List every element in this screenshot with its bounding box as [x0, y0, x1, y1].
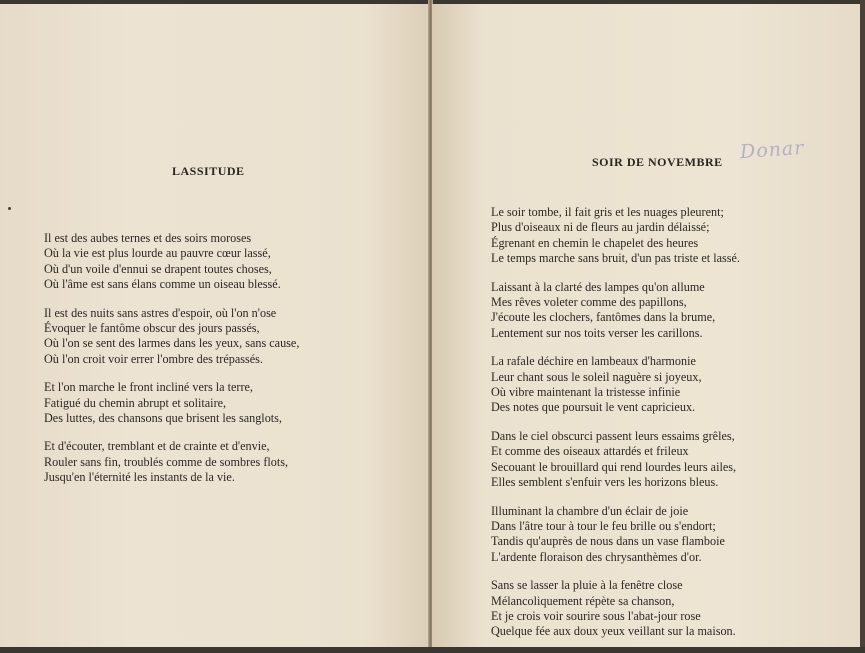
verse-line: Mélancoliquement répète sa chanson,	[491, 593, 675, 608]
stanza	[491, 578, 740, 640]
verse-line: Évoquer le fantôme obscur des jours passés,	[44, 321, 260, 336]
verse-line: Fatigué du chemin abrupt et solitaire,	[44, 395, 227, 410]
verse-line: Mes rêves voleter comme des papillons,	[491, 295, 687, 310]
verse-line: Rouler sans fin, troublés comme de sombres flots,	[44, 454, 289, 469]
verse-line: J'écoute les clochers, fantômes dans la brume,	[491, 310, 716, 325]
verse-line: Le temps marche sans bruit, d'un pas triste et lassé.	[491, 251, 740, 266]
verse-line: Leur chant sous le soleil naguère si joyeux,	[491, 369, 702, 384]
stanza	[491, 280, 740, 342]
right-page	[432, 4, 860, 647]
verse-line: Elles semblent s'enfuir vers les horizons bleus.	[491, 475, 719, 490]
handwritten-signature: Donar	[739, 136, 806, 164]
ink-speck	[8, 207, 11, 210]
verse-line: Illuminant la chambre d'un éclair de joie	[491, 503, 689, 518]
verse-line: Dans le ciel obscurci passent leurs essaims grêles,	[491, 428, 735, 443]
verse-line: Lentement sur nos toits verser les carillons.	[491, 325, 703, 340]
verse-line: Des notes que poursuit le vent capricieux.	[491, 400, 696, 415]
verse-line: Le soir tombe, il fait gris et les nuages pleurent;	[491, 205, 724, 219]
verse-line: Secouant le brouillard qui rend lourdes leurs ailes,	[491, 459, 737, 474]
stanza	[491, 354, 740, 416]
verse-line: Dans l'âtre tour à tour le feu brille ou s'endort;	[491, 518, 716, 533]
verse-line: Tandis qu'auprès de nous dans un vase flamboie	[491, 534, 725, 549]
stanza	[44, 231, 299, 293]
verse-line: La rafale déchire en lambeaux d'harmonie	[491, 354, 696, 369]
verse-line: L'ardente floraison des chrysanthèmes d'or.	[491, 549, 702, 564]
stanza	[491, 504, 740, 566]
poem-title-soir-de-novembre: SOIR DE NOVEMBRE	[592, 155, 723, 169]
verse-line: Où vibre maintenant la tristesse infinie	[491, 385, 681, 400]
verse-line: Égrenant en chemin le chapelet des heures	[491, 235, 699, 250]
poem-body-soir-de-novembre	[491, 205, 740, 653]
poem-body-lassitude	[44, 231, 299, 499]
verse-line: Où d'un voile d'ennui se drapent toutes choses,	[44, 261, 272, 276]
verse-line: Où l'âme est sans élans comme un oiseau blessé.	[44, 277, 281, 292]
verse-line: Où l'on croit voir errer l'ombre des trépassés.	[44, 351, 263, 366]
poem-title-lassitude: LASSITUDE	[172, 164, 245, 178]
stanza	[44, 380, 299, 426]
verse-line: Quelque fée aux doux yeux veillant sur la maison.	[491, 624, 736, 639]
stanza	[44, 306, 299, 368]
verse-line: Il est des nuits sans astres d'espoir, où l'on n'ose	[44, 305, 277, 320]
verse-line: Il est des aubes ternes et des soirs moroses	[44, 231, 252, 245]
left-page	[0, 4, 429, 647]
verse-line: Jusqu'en l'éternité les instants de la vie.	[44, 470, 235, 485]
stanza	[44, 439, 299, 485]
verse-line: Et l'on marche le front incliné vers la terre,	[44, 380, 253, 395]
verse-line: Des luttes, des chansons que brisent les sanglots,	[44, 411, 282, 426]
verse-line: Où l'on se sent des larmes dans les yeux, sans cause,	[44, 336, 300, 351]
verse-line: Sans se lasser la pluie à la fenêtre close	[491, 578, 683, 593]
verse-line: Et comme des oiseaux attardés et frileux	[491, 444, 689, 459]
verse-line: Et d'écouter, tremblant et de crainte et d'envie,	[44, 439, 270, 454]
verse-line: Plus d'oiseaux ni de fleurs au jardin délaissé;	[491, 220, 710, 235]
stanza	[491, 205, 740, 267]
verse-line: Où la vie est plus lourde au pauvre cœur lassé,	[44, 246, 271, 261]
verse-line: Et je crois voir sourire sous l'abat-jour rose	[491, 608, 701, 623]
page-edge	[860, 0, 865, 647]
verse-line: Laissant à la clarté des lampes qu'on allume	[491, 279, 705, 294]
stanza	[491, 429, 740, 491]
